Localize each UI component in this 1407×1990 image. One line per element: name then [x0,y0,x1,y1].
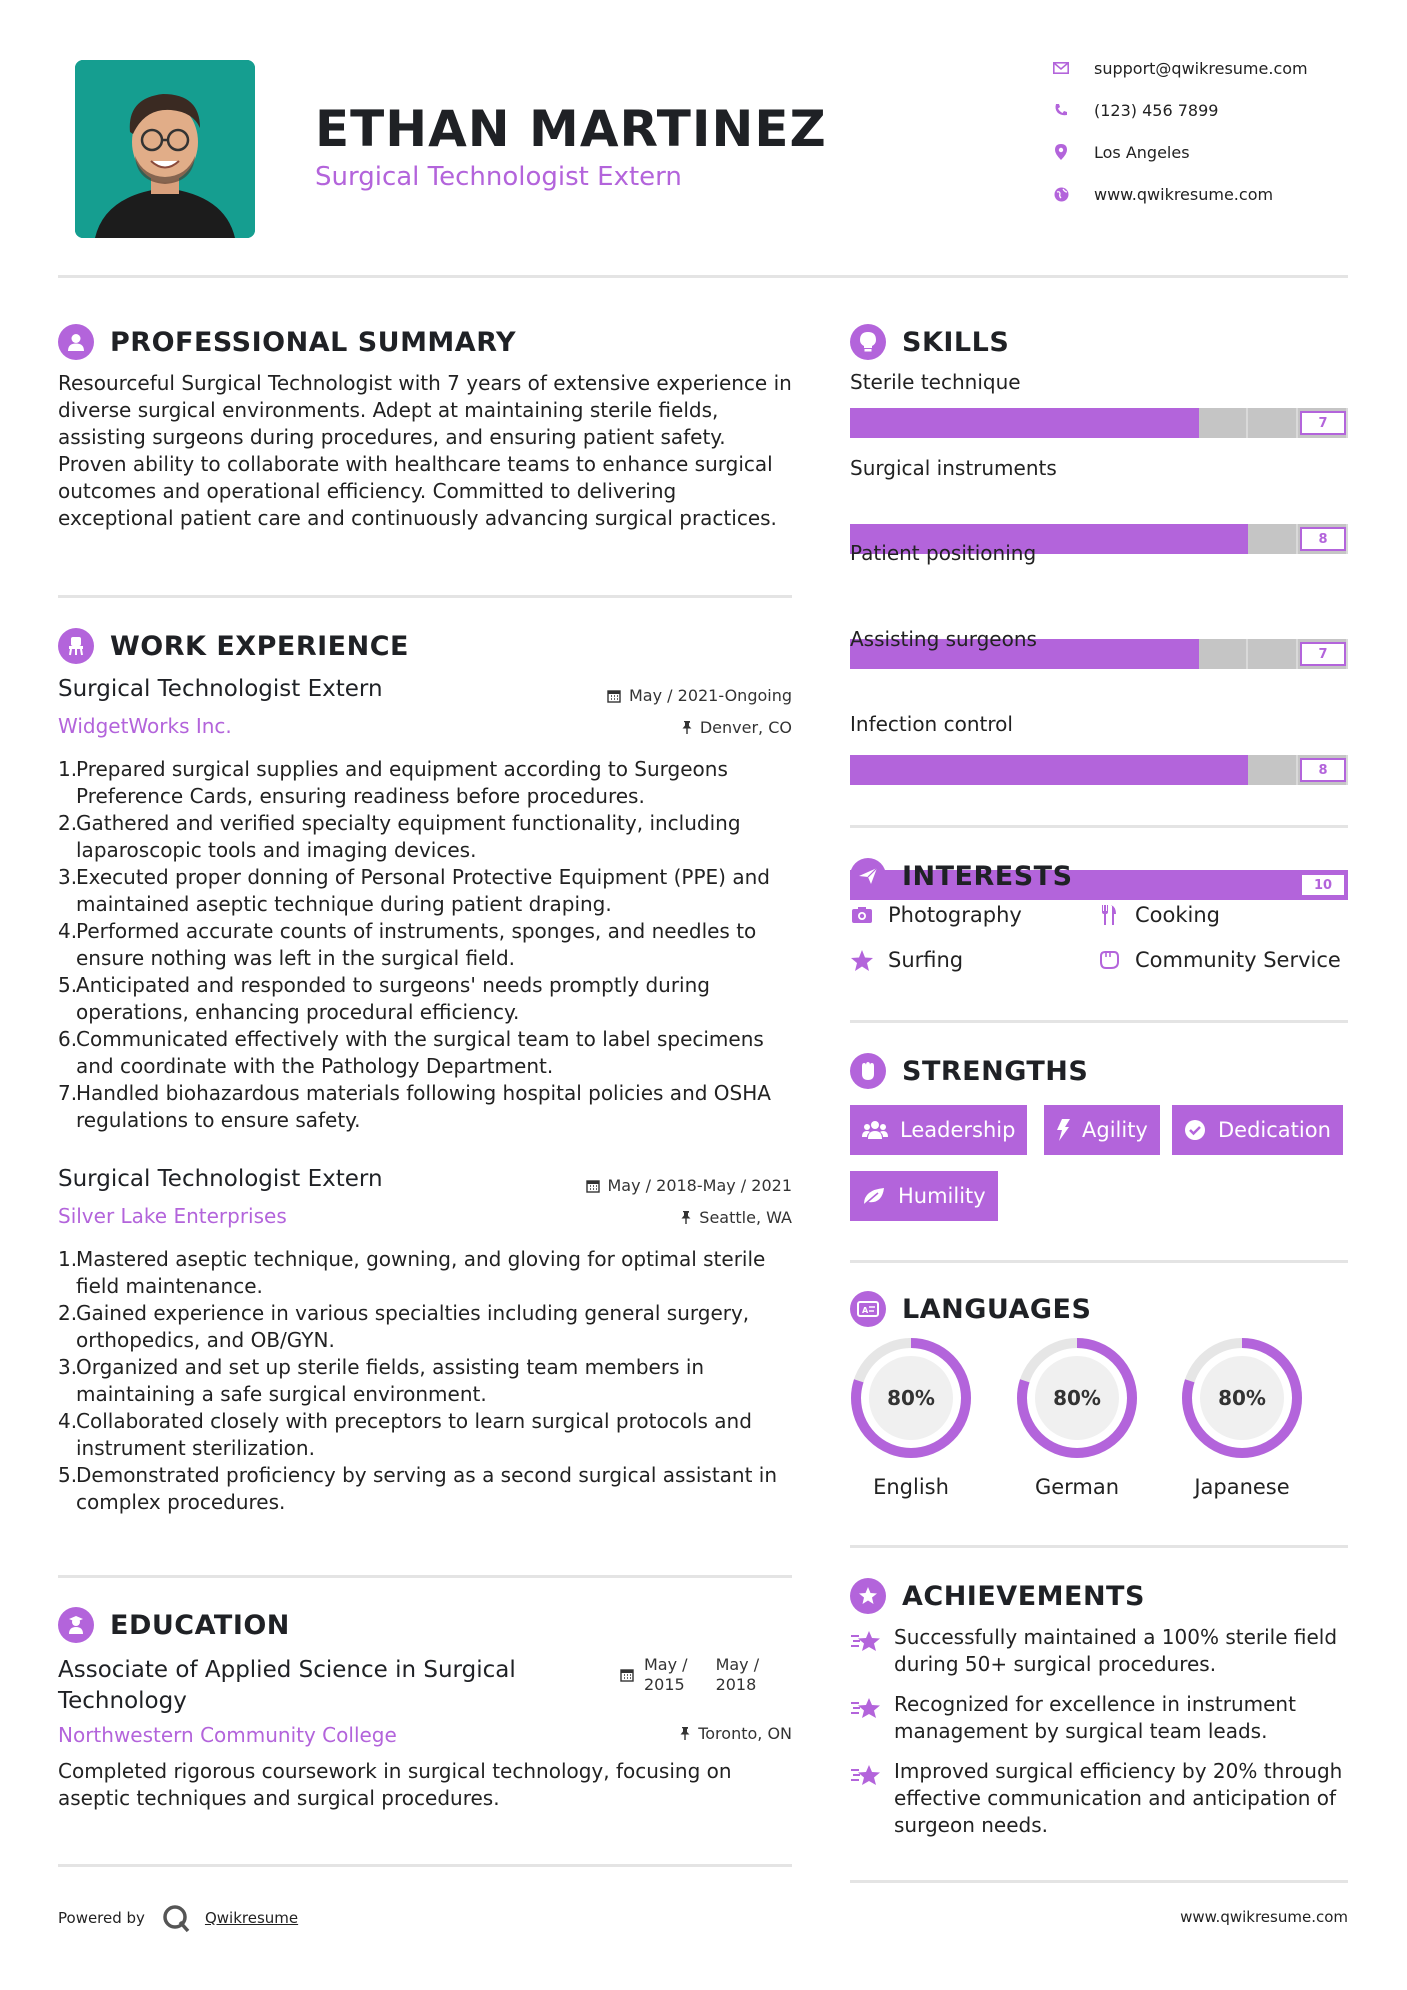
skill-bar-segment [1199,408,1249,438]
skill-score: 7 [1300,642,1346,666]
job-1-company: WidgetWorks Inc. [58,714,232,738]
candidate-name: ETHAN MARTINEZ [315,100,827,158]
skill-bar-segment [1248,408,1298,438]
skills-divider [850,825,1348,828]
summary-divider [58,595,792,598]
job-1-date [540,686,792,705]
job-2-title: Surgical Technologist Extern [58,1166,383,1192]
language-ring [1016,1337,1138,1459]
header-divider [58,275,1348,278]
skill-bar-segment [1248,755,1298,785]
list-item: 2. Gained experience in various specialties including general surgery, orthopedics, and OB/GYN. [58,1301,750,1352]
job-2-company: Silver Lake Enterprises [58,1204,287,1228]
achievements-divider [850,1880,1348,1883]
language-name: German [1034,1475,1120,1499]
contact-phone-text: (123) 456 7899 [1094,100,1219,120]
achievement-item: Improved surgical efficiency by 20% through effective communication and anticipation of surgeon needs. [850,1758,1350,1839]
contact-website-text: www.qwikresume.com [1094,184,1274,204]
phone-icon [1050,103,1072,117]
pushpin-icon [682,720,692,735]
strengths-divider [850,1260,1348,1263]
skill-bar-fill [850,755,1248,785]
qwikresume-logo-icon [161,1903,191,1933]
job-1-title: Surgical Technologist Extern [58,676,383,702]
education-divider [58,1864,792,1867]
skill-bar-fill [850,408,1199,438]
summary-heading [58,324,516,360]
contact-website[interactable] [1050,182,1273,206]
experience-heading [58,628,409,664]
job-1-duties [58,756,798,1134]
skill-label: Sterile technique [850,370,1021,394]
language-japanese [1181,1337,1303,1499]
contact-email[interactable] [1050,56,1308,80]
education-degree-line-2: Technology [58,1688,187,1714]
calendar-icon [607,689,621,703]
lightbulb-icon [850,324,886,360]
globe-icon [1050,187,1072,202]
language-percent: 80% [887,1386,935,1410]
bolt-icon [1056,1119,1070,1141]
strength-dedication: Dedication [1172,1105,1343,1155]
strengths-title: STRENGTHS [902,1055,1089,1087]
achievements-heading [850,1578,1145,1614]
education-degree [58,1655,516,1717]
languages-divider [850,1545,1348,1548]
award-star-icon [850,1578,886,1614]
powered-by-text: Powered by [58,1909,145,1927]
graduate-icon [58,1607,94,1643]
footer-powered [58,1903,298,1933]
skill-label: Assisting surgeons [850,627,1037,651]
language-german [1016,1337,1138,1499]
experience-title: WORK EXPERIENCE [110,630,409,662]
language-percent: 80% [1218,1386,1266,1410]
skill-label: Surgical instruments [850,456,1057,480]
job-1-location-text: Denver, CO [699,718,792,737]
shooting-star-icon [850,1691,882,1725]
skill-score: 10 [1300,873,1346,897]
interests-divider [850,1020,1348,1023]
calendar-icon [586,1179,600,1193]
interest-surfing: Surfing [850,948,963,972]
paper-plane-icon [850,858,886,894]
list-item: 1. Mastered aseptic technique, gowning, and gloving for optimal sterile field maintenance. [58,1247,766,1298]
camera-icon [850,906,874,924]
education-title: EDUCATION [110,1609,290,1641]
list-item: 3. Organized and set up sterile fields, assisting team members in maintaining a safe surgical environment. [58,1355,705,1406]
skill-label: Infection control [850,712,1013,736]
candidate-role: Surgical Technologist Extern [315,162,682,192]
utensils-icon [1097,904,1121,926]
education-location-text: Toronto, ON [698,1724,792,1743]
envelope-icon [1050,62,1072,74]
education-heading [58,1607,290,1643]
interest-community-service: Community Service [1097,948,1341,972]
education-end: May / 2018 [715,1655,760,1694]
list-item: 1. Prepared surgical supplies and equipment according to Surgeons Preference Cards, ensuring readiness before procedures. [58,757,728,808]
leaf-icon [862,1186,886,1206]
skill-score: 8 [1300,527,1346,551]
language-name: English [873,1475,949,1499]
list-item: 5. Anticipated and responded to surgeons' needs promptly during operations, enhancing procedural efficiency. [58,973,710,1024]
job-2-location-text: Seattle, WA [699,1208,792,1227]
contact-phone[interactable] [1050,98,1218,122]
education-dates [620,1655,759,1695]
summary-text: Resourceful Surgical Technologist with 7 years of extensive experience in diverse surgical environments. Adept at maintaining sterile fields, assisting surgeons during procedures, and ensuring patient safety. Proven ability to collaborate with healthcare teams to enhance surgical outcomes and operational efficiency. Committed to delivering exceptional patient care and continuously advancing surgical practices. [58,371,792,530]
list-item: 4. Collaborated closely with preceptors to learn surgical protocols and instrument sterilization. [58,1409,752,1460]
achievements-title: ACHIEVEMENTS [902,1580,1145,1612]
skill-score: 7 [1300,411,1346,435]
map-pin-icon [1050,144,1072,160]
footer-website[interactable]: www.qwikresume.com [1180,1908,1348,1926]
strengths-heading [850,1053,1088,1089]
achievement-item: Recognized for excellence in instrument management by surgical team leads. [850,1691,1350,1745]
education-start: May / 2015 [644,1655,688,1694]
hand-icon [1097,950,1121,970]
language-card-icon [850,1291,886,1327]
shooting-star-icon [850,1758,882,1792]
education-degree-line-1: Associate of Applied Science in Surgical [58,1657,516,1683]
skill-label: Patient positioning [850,541,1037,565]
skill-score: 8 [1300,758,1346,782]
list-item: 2. Gathered and verified specialty equipment functionality, including laparoscopic tools and imaging devices. [58,811,741,862]
shooting-star-icon [850,1624,882,1658]
interests-heading [850,858,1073,894]
language-ring [850,1337,972,1459]
languages-heading [850,1291,1091,1327]
job-2-duties [58,1246,798,1516]
education-location [540,1724,792,1743]
list-item: 5. Demonstrated proficiency by serving as a second surgical assistant in complex procedures. [58,1463,778,1514]
language-name: Japanese [1194,1475,1290,1499]
interests-title: INTERESTS [902,860,1073,892]
users-icon [862,1120,888,1140]
skill-bar-segment [1199,639,1249,669]
language-percent: 80% [1053,1386,1101,1410]
language-ring [1181,1337,1303,1459]
job-2-location [540,1208,792,1227]
profile-photo [75,60,255,238]
skill-bar-segment [1248,524,1298,554]
chair-icon [58,628,94,664]
job-2-date-text: May / 2018-May / 2021 [607,1176,792,1195]
interest-photography: Photography [850,903,1022,927]
star-icon [850,950,874,971]
pushpin-icon [680,1726,690,1741]
job-2-date [540,1176,792,1195]
job-1-location [540,718,792,737]
skill-bar [850,755,1348,785]
skills-heading [850,324,1009,360]
list-item: 7. Handled biohazardous materials following hospital policies and OSHA regulations to ensure safety. [58,1081,771,1132]
languages-title: LANGUAGES [902,1293,1092,1325]
calendar-icon [620,1668,634,1682]
user-icon [58,324,94,360]
svg-text:A: A [862,1306,869,1315]
qwikresume-link[interactable]: Qwikresume [204,1909,299,1927]
contact-location-text: Los Angeles [1094,142,1190,162]
skills-title: SKILLS [902,326,1010,358]
experience-divider [58,1575,792,1578]
skill-bar [850,408,1348,438]
strength-humility: Humility [850,1171,998,1221]
strength-leadership: Leadership [850,1105,1027,1155]
pushpin-icon [681,1210,691,1225]
fist-icon [850,1053,886,1089]
list-item: 3. Executed proper donning of Personal Protective Equipment (PPE) and maintained aseptic technique during patient draping. [58,865,770,916]
summary-title: PROFESSIONAL SUMMARY [110,326,517,358]
contact-email-text: support@qwikresume.com [1094,58,1308,78]
contact-location [1050,140,1190,164]
job-1-date-text: May / 2021-Ongoing [629,686,792,705]
strength-agility: Agility [1044,1105,1160,1155]
check-circle-icon [1184,1119,1206,1141]
education-school: Northwestern Community College [58,1723,397,1747]
language-english [850,1337,972,1499]
interest-cooking: Cooking [1097,903,1220,927]
list-item: 4. Performed accurate counts of instruments, sponges, and needles to ensure nothing was left in the surgical field. [58,919,757,970]
education-description: Completed rigorous coursework in surgical technology, focusing on aseptic techniques and surgical procedures. [58,1759,732,1810]
achievement-item: Successfully maintained a 100% sterile field during 50+ surgical procedures. [850,1624,1350,1678]
list-item: 6. Communicated effectively with the surgical team to label specimens and coordinate with the Pathology Department. [58,1027,764,1078]
skill-bar-segment [1248,639,1298,669]
